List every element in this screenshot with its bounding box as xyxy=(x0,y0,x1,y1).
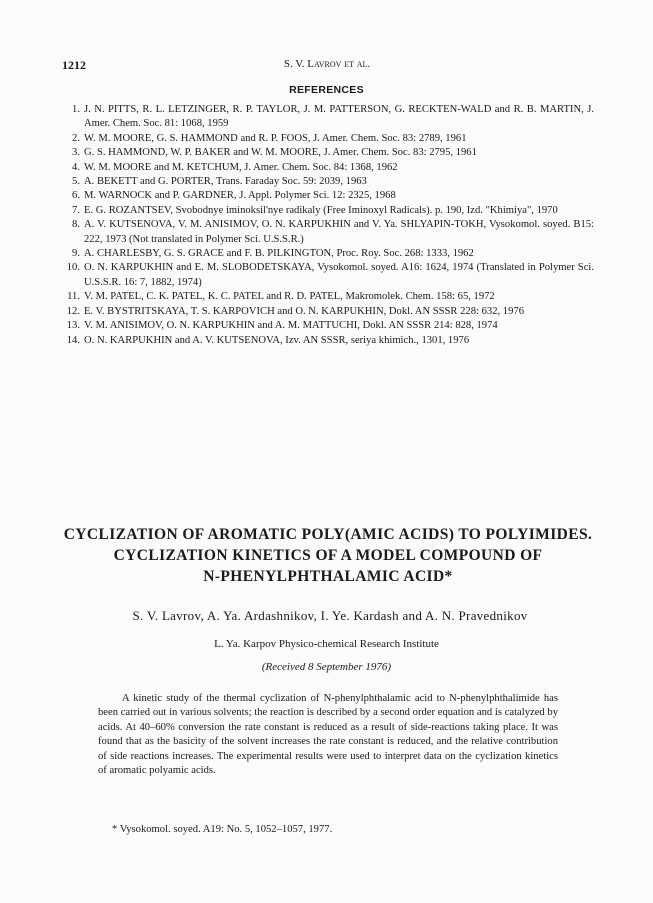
article-title xyxy=(46,524,610,587)
reference-item xyxy=(64,189,594,203)
reference-number: 12. xyxy=(66,305,80,317)
reference-text: J. N. PITTS, R. L. LETZINGER, R. P. TAYLOR, J. M. PATTERSON, G. RECKTEN-WALD and R. B. MARTIN, J. Amer. Chem. Soc. 81: 1068, 1959 xyxy=(84,104,594,130)
reference-item xyxy=(64,103,594,132)
reference-item xyxy=(64,204,594,218)
reference-number: 10. xyxy=(66,262,80,274)
page-number: 1212 xyxy=(62,58,86,72)
running-head-text: S. V. Lavrov et al. xyxy=(283,58,371,70)
running-head xyxy=(62,58,592,70)
reference-number: 8. xyxy=(72,219,80,231)
reference-text: A. BEKETT and G. PORTER, Trans. Faraday Soc. 59: 2039, 1963 xyxy=(84,176,367,188)
reference-text: E. G. ROZANTSEV, Svobodnye iminoksil'nye radikaly (Free Iminoxyl Radicals). p. 190, Izd. "Khimiya", 1970 xyxy=(84,204,558,216)
reference-item xyxy=(64,334,594,348)
reference-number: 2. xyxy=(72,132,80,144)
author-list: S. V. Lavrov, A. Ya. Ardashnikov, I. Ye. Kardash and A. N. Pravednikov xyxy=(132,608,528,623)
reference-text: V. M. PATEL, C. K. PATEL, K. C. PATEL and R. D. PATEL, Makromolek. Chem. 158: 65, 1972 xyxy=(84,291,495,303)
reference-text: E. V. BYSTRITSKAYA, T. S. KARPOVICH and O. N. KARPUKHIN, Dokl. AN SSSR 228: 632, 1976 xyxy=(84,305,524,317)
affiliation: L. Ya. Karpov Physico-chemical Research Institute xyxy=(214,638,439,650)
abstract: A kinetic study of the thermal cyclization of N-phenylphthalamic acid to N-phenylphthalimide has been carried out in various solvents; the reaction is described by a second order equation and is catalyzed by acids. At 40–60% conversion the rate constant is reduced as a result of side-reactions taking place. It was found that as the basicity of the solvent increases the rate constant is reduced, and the relative contribution of side reactions increases. The experimental results were used to interpret data on the cyclization kinetics of aromatic polyamic acids. xyxy=(98,693,558,777)
received-date: (Received 8 September 1976) xyxy=(261,661,392,673)
reference-text: W. M. MOORE, G. S. HAMMOND and R. P. FOOS, J. Amer. Chem. Soc. 83: 2789, 1961 xyxy=(84,132,467,144)
reference-text: O. N. KARPUKHIN and A. V. KUTSENOVA, Izv. AN SSSR, seriya khimich., 1301, 1976 xyxy=(84,334,470,346)
reference-number: 7. xyxy=(72,204,80,216)
reference-item xyxy=(64,261,594,290)
reference-number: 14. xyxy=(66,334,80,346)
reference-list xyxy=(64,103,594,348)
reference-text: G. S. HAMMOND, W. P. BAKER and W. M. MOORE, J. Amer. Chem. Soc. 83: 2795, 1961 xyxy=(84,147,477,159)
reference-number: 6. xyxy=(72,190,80,202)
reference-item xyxy=(64,218,594,247)
reference-text: V. M. ANISIMOV, O. N. KARPUKHIN and A. M. MATTUCHI, Dokl. AN SSSR 214: 828, 1974 xyxy=(84,320,498,332)
reference-item xyxy=(64,132,594,146)
reference-item xyxy=(64,290,594,304)
title-line: CYCLIZATION KINETICS OF A MODEL COMPOUND OF xyxy=(113,547,543,564)
reference-number: 1. xyxy=(72,104,80,115)
reference-text: O. N. KARPUKHIN and E. M. SLOBODETSKAYA, Vysokomol. soyed. A16: 1624, 1974 (Translated in Polymer Sci. U.S.S.R. 16: 7, 1882, 1974) xyxy=(84,262,594,288)
reference-number: 3. xyxy=(72,147,80,159)
reference-item xyxy=(64,175,594,189)
reference-number: 11. xyxy=(67,291,80,303)
references-heading: REFERENCES xyxy=(289,84,364,96)
reference-number: 4. xyxy=(72,161,80,173)
reference-text: M. WARNOCK and P. GARDNER, J. Appl. Polymer Sci. 12: 2325, 1968 xyxy=(84,190,396,202)
reference-text: W. M. MOORE and M. KETCHUM, J. Amer. Chem. Soc. 84: 1368, 1962 xyxy=(84,161,398,173)
reference-item xyxy=(64,247,594,261)
reference-item xyxy=(64,305,594,319)
reference-number: 9. xyxy=(72,248,80,260)
title-line: CYCLIZATION OF AROMATIC POLY(AMIC ACIDS) TO POLYIMIDES. xyxy=(63,526,593,543)
reference-item xyxy=(64,319,594,333)
page-header xyxy=(62,58,592,74)
reference-text: A. V. KUTSENOVA, V. M. ANISIMOV, O. N. KARPUKHIN and V. Ya. SHLYAPIN-TOKH, Vysokomol. soyed. B15: 222, 1973 (Not translated in Polymer Sci. U.S.S.R.) xyxy=(84,219,594,245)
reference-text: A. CHARLESBY, G. S. GRACE and F. B. PILKINGTON, Proc. Roy. Soc. 268: 1333, 1962 xyxy=(84,248,474,260)
title-line: N-PHENYLPHTHALAMIC ACID* xyxy=(203,568,453,585)
reference-item xyxy=(64,146,594,160)
footnote: * Vysokomol. soyed. A19: No. 5, 1052–1057, 1977. xyxy=(112,824,333,835)
reference-number: 13. xyxy=(66,320,80,332)
reference-number: 5. xyxy=(72,176,80,188)
reference-item xyxy=(64,161,594,175)
